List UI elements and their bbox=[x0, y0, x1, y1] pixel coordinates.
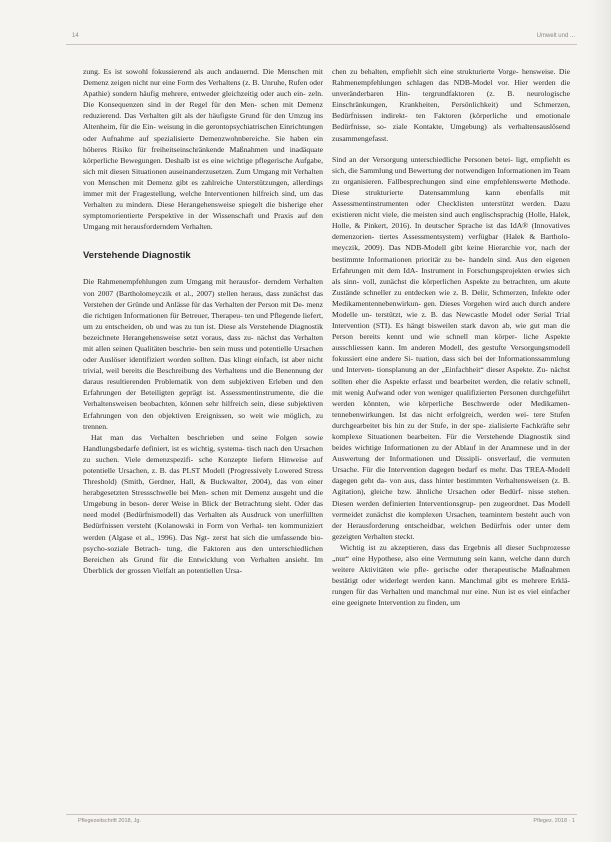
running-header: Umwelt und ... bbox=[536, 33, 575, 39]
section-heading: Verstehende Diagnostik bbox=[83, 250, 191, 262]
footer-rule bbox=[66, 814, 577, 815]
page-number: 14 bbox=[72, 33, 79, 39]
paragraph: chen zu behalten, empfiehlt sich eine strukturierte Vorge- hensweise. Die Rahmenempfehlungen schlagen das NDB-Model vor. Hier werden die unveränderbaren Hin- tergrundfaktoren (z. B. neurologische Einschränkungen, Krankheiten, Persönlichkeit) und Schmerzen, Bedürfnissen indirekt- ten Faktoren (körperliche und emotionale Bedürfnisse, so- ziale Kontakte, Umgebung) als verhaltensauslösend zusammengefasst. bbox=[332, 67, 570, 143]
paragraph: zung. Es ist sowohl fokussierend als auch andauernd. Die Menschen mit Demenz zeigen nicht nur eine Form des Verhaltens (z. B. Unruhe, Rufen oder Apathie) sondern häufig mehrere, entweder gleichzeitig oder auch ein- zeln. Die Konsequenzen sind in der Regel für den Men- schen mit Demenz reduzierend. Das Verhalten gilt als der häufigste Grund für den Umzug ins Altenheim, für die Ein- weisung in die gerontopsychiatrischen Einrichtungen oder Aufnahme auf spezialisierte Demenzwohnbereiche. Sie haben ein höheres Risiko für freiheitseinschränkende Maßnahmen und inadäquate körperliche Bewegungen. Deshalb ist es eine wichtige pflegerische Aufgabe, sich mit diesen Situationen auseinanderzusetzen. Zum Umgang mit Verhalten von Menschen mit Demenz gibt es zahlreiche Unterstützungen, allerdings immer mit der Fragestellung, welche Interventionen hilfreich sind, um das Verhalten zu mindern. Diese Herangehensweise spiegelt die bisherige eher symptomorientierte Perspektive in der Wissenschaft und Praxis auf den Umgang mit herausforderndem Verhalten. bbox=[83, 67, 323, 232]
paragraph: Sind an der Versorgung unterschiedliche Personen betei- ligt, empfiehlt es sich, die Sammlung und Bewertung der notwendigen Informationen im Team zu organisieren. Fallbesprechungen sind eine empfehlenswerte Methode. Diese strukturierte Datensammlung kann ebenfalls mit Assessmentinstrumenten oder Checklisten unterstützt werden. Dazu existieren nicht viele, die meisten sind auch englischsprachig (Holle, Halek, Holle, & Pinkert, 2016). In deutscher Sprache ist das IdA® (Innovatives demenzorien- tiertes Assessmentsystem) verfügbar (Halek & Bartholo- meyczik, 2009). Das NDB-Modell gibt keine Hierarchie vor, nach der bestimmte Informationen prioritär zu be- handeln sind. Aus den eigenen Erfahrungen mit dem IdA- Instrument in Forschungsprojekten erwies sich als sinn- voll, zunächst die körperlichen Aspekte zu betrachten, um akute Zustände schneller zu entdecken wie z. B. Delir, Schmerzen, Infekte oder Medikamentennebenwirkun- gen. Dieses Vorgehen wird auch durch andere Modelle un- terstützt, wie z. B. das Newcastle Model oder Serial Trial Intervention (STI). Es hängt bisweilen stark davon ab, wie gut man die Person bereits kennt und wie schnell man körper- liche Aspekte ausschliessen kann. Im anderen Modell, des gestufte Versorgungsmodell fokussiert eine andere Si- tuation, dass sich bei der Informationssammlung und Interven- tionsplanung an der „Einfachheit“ dieser Aspekte. Zu- nächst sollten eher die Aspekte erfasst und bearbeitet werden, die relativ schnell, mit wenig Aufwand oder von weniger qualifizierten Personen durchgeführt werden könnten, wie körperliche Beschwerde oder Medikamen- tennebenwirkungen. Ist das nicht erfolgreich, werden wei- tere Stufen durchgearbeitet bis hin zu der Stufe, in der spe- zialisierte Fachkräfte sehr komplexe Situationen bearbeiten. Für die Verstehende Diagnostik sind beides wichtige Informationen zu der Ablauf in der Anamnese und in der Auswertung der Informationen und Dissipli- onsverlauf, die vermuten Ursache. Für die Intervention dagegen bedarf es mehr. Das TREA-Modell dagegen geht da- von aus, dass hinter bestimmten Verhaltensweisen (z. B. Agitation), gleiche bzw. ähnliche Ursachen oder Bedürf- nisse stehen. Diesen werden definierten Interventionsgrup- pen zugeordnet. Das Modell vermeidet zunächst die komplexen Ursachen, teamintern besteht auch von der Herausforderung entscheidbar, welchen Bedürfnis oder unter dem gezeigten Verhalten steckt. bbox=[332, 154, 571, 541]
paragraph: Wichtig ist zu akzeptieren, dass das Ergebnis all dieser Suchprozesse „nur“ eine Hypothese, also eine Vermutung sein kann, welche dann durch weitere Aktivitäten wie pfle- gerische oder therapeutische Maßnahmen bestätigt oder widerlegt werden kann. Manchmal gibt es mehrere Erklä- rungen für das Verhalten und manchmal nur eine. Nun ist es viel einfacher eine geeignete Intervention zu finden, um bbox=[332, 542, 570, 608]
footer-issue: Pflegez. 2018 · 1 bbox=[533, 818, 575, 824]
left-column bbox=[83, 66, 323, 576]
paragraph: Hat man das Verhalten beschrieben und seine Folgen sowie Handlungsbedarfe definiert, ist es wichtig, systema- tisch nach den Ursachen zu suchen. Viele demenzspezifi- sche Konzepte liefern Hinweise auf potentielle Ursachen, z. B. das PLST Modell (Progressively Lowered Stress Threshold) (Smith, Gerdner, Hall, & Buckwalter, 2004), das von einer herabgesetzten Stressschwelle bei Men- schen mit Demenz ausgeht und die Umgebung in beson- derer Weise in Blick der Betrachtung sieht. Oder das need model (Bedürfnismodell) das Verhalten als Ausdruck von unerfüllten Bedürfnissen versteht (Kolanowski in Form von Verhal- ten kommuniziert werden (Algase et al., 1996). Das Ngt- zerst hat sich die umfassende bio-psycho-soziale Betrach- tung, die Faktoren aus den unterschiedlichen Bereichen als Grund für die Entwicklung von Verhalten ansieht. Im Überblick der grossen Vielfalt an potentiellen Ursa- bbox=[83, 432, 323, 575]
right-column bbox=[332, 66, 570, 609]
page-fold-shadow bbox=[589, 0, 611, 842]
header-rule bbox=[66, 44, 577, 45]
footer-journal: Pflegezeitschrift 2018, Jg. bbox=[78, 818, 141, 824]
paragraph: Die Rahmenempfehlungen zum Umgang mit herausfor- derndem Verhalten von 2007 (Bartholomeyczik et al., 2007) stellen heraus, dass zunächst das Verstehen der Gründe und Anlässe für das Verhalten der Person mit De- menz die richtigen Informationen für Betreuer, Therapeu- ten und Pflegende liefert, um zu entscheiden, ob und was zu tun ist. Diese als Verstehende Diagnostik bezeichnete Herangehensweise setzt voraus, dass zu- nächst das Verhalten mit allen seinen Qualitäten beschrie- ben sein muss und potentielle Ursachen oder Auslöser identifiziert worden sollten. Das klingt einfach, ist aber nicht trivial, weil bereits die Beschreibung des Verhaltens und die Benennung der daraus resultierenden Problematik von dem subjektiven Erleben und den Erfahrungen der Beteiligten geprägt ist. Assessmentinstrumente, die die Verhaltensweisen beobachten, können sehr hilfreich sein, diese subjektiven Erfahrungen von den objektiven Ereignissen, so weit wie möglich, zu trennen. bbox=[83, 277, 323, 431]
